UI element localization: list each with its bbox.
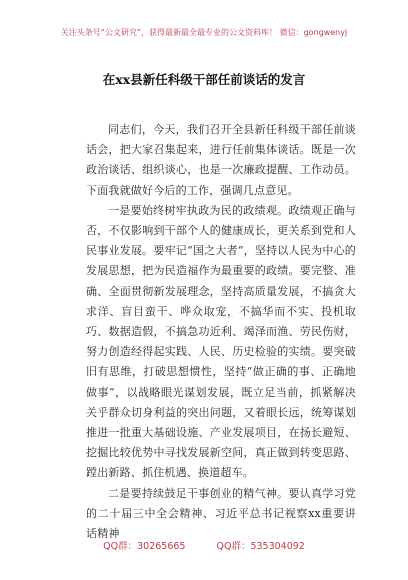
paragraph-point-one: 一是要始终树牢执政为民的政绩观。政绩观正确与否，不仅影响到干部个人的健康成长，更关系到党和人民事业发展。要牢记“国之大者”，坚持以人民为中心的发展思想，把为民造福作为最重要的政绩。要完整、准确、全面贯彻新发展理念，坚持高质量发展，不搞贪大求洋、盲目蛮干、哗众取宠，不搞华而不实、投机取巧、数据造假，不搞急功近利、竭泽而渔、劳民伤财，努力创造经得起实践、人民、历史检验的实绩。要突破旧有思维，打破思想惯性，坚持“做正确的事、正确地做事”，以战略眼光谋划发展，既立足当前，抓紧解决关乎群众切身利益的突出问题，又着眼长远，统筹谋划推进一批重大基础设施、产业发展项目，在扬长避短、挖掘比较优势中寻找发展新空间，真正做到转变思路、蹚出新路、抓住机遇、换道超车。	[86, 203, 356, 480]
document-body	[86, 120, 356, 544]
header-promo-note: 关注头条号“公文研究”，获得最新最全最专业的公文资料库！ 微信：gongwenyj	[60, 28, 348, 37]
footer-qq-group-1: QQ群：30265665	[103, 541, 186, 552]
document-title: 在xx县新任科级干部任前谈话的发言	[102, 72, 306, 87]
paragraph-point-two: 二是要持续鼓足干事创业的精气神。要认真学习党的二十届三中全会精神、习近平总书记视察xx重要讲话精神	[86, 486, 356, 541]
paragraph-opening: 同志们，今天，我们召开全县新任科级干部任前谈话会，把大家召集起来，进行任前集体谈话。既是一次政治谈话、组织谈心，也是一次廉政提醒、工作动员。下面我就做好今后的工作，强调几点意见。	[86, 123, 356, 197]
footer-qq-group-2: QQ群：535304092	[216, 541, 305, 552]
footer-qq-groups	[0, 538, 408, 552]
